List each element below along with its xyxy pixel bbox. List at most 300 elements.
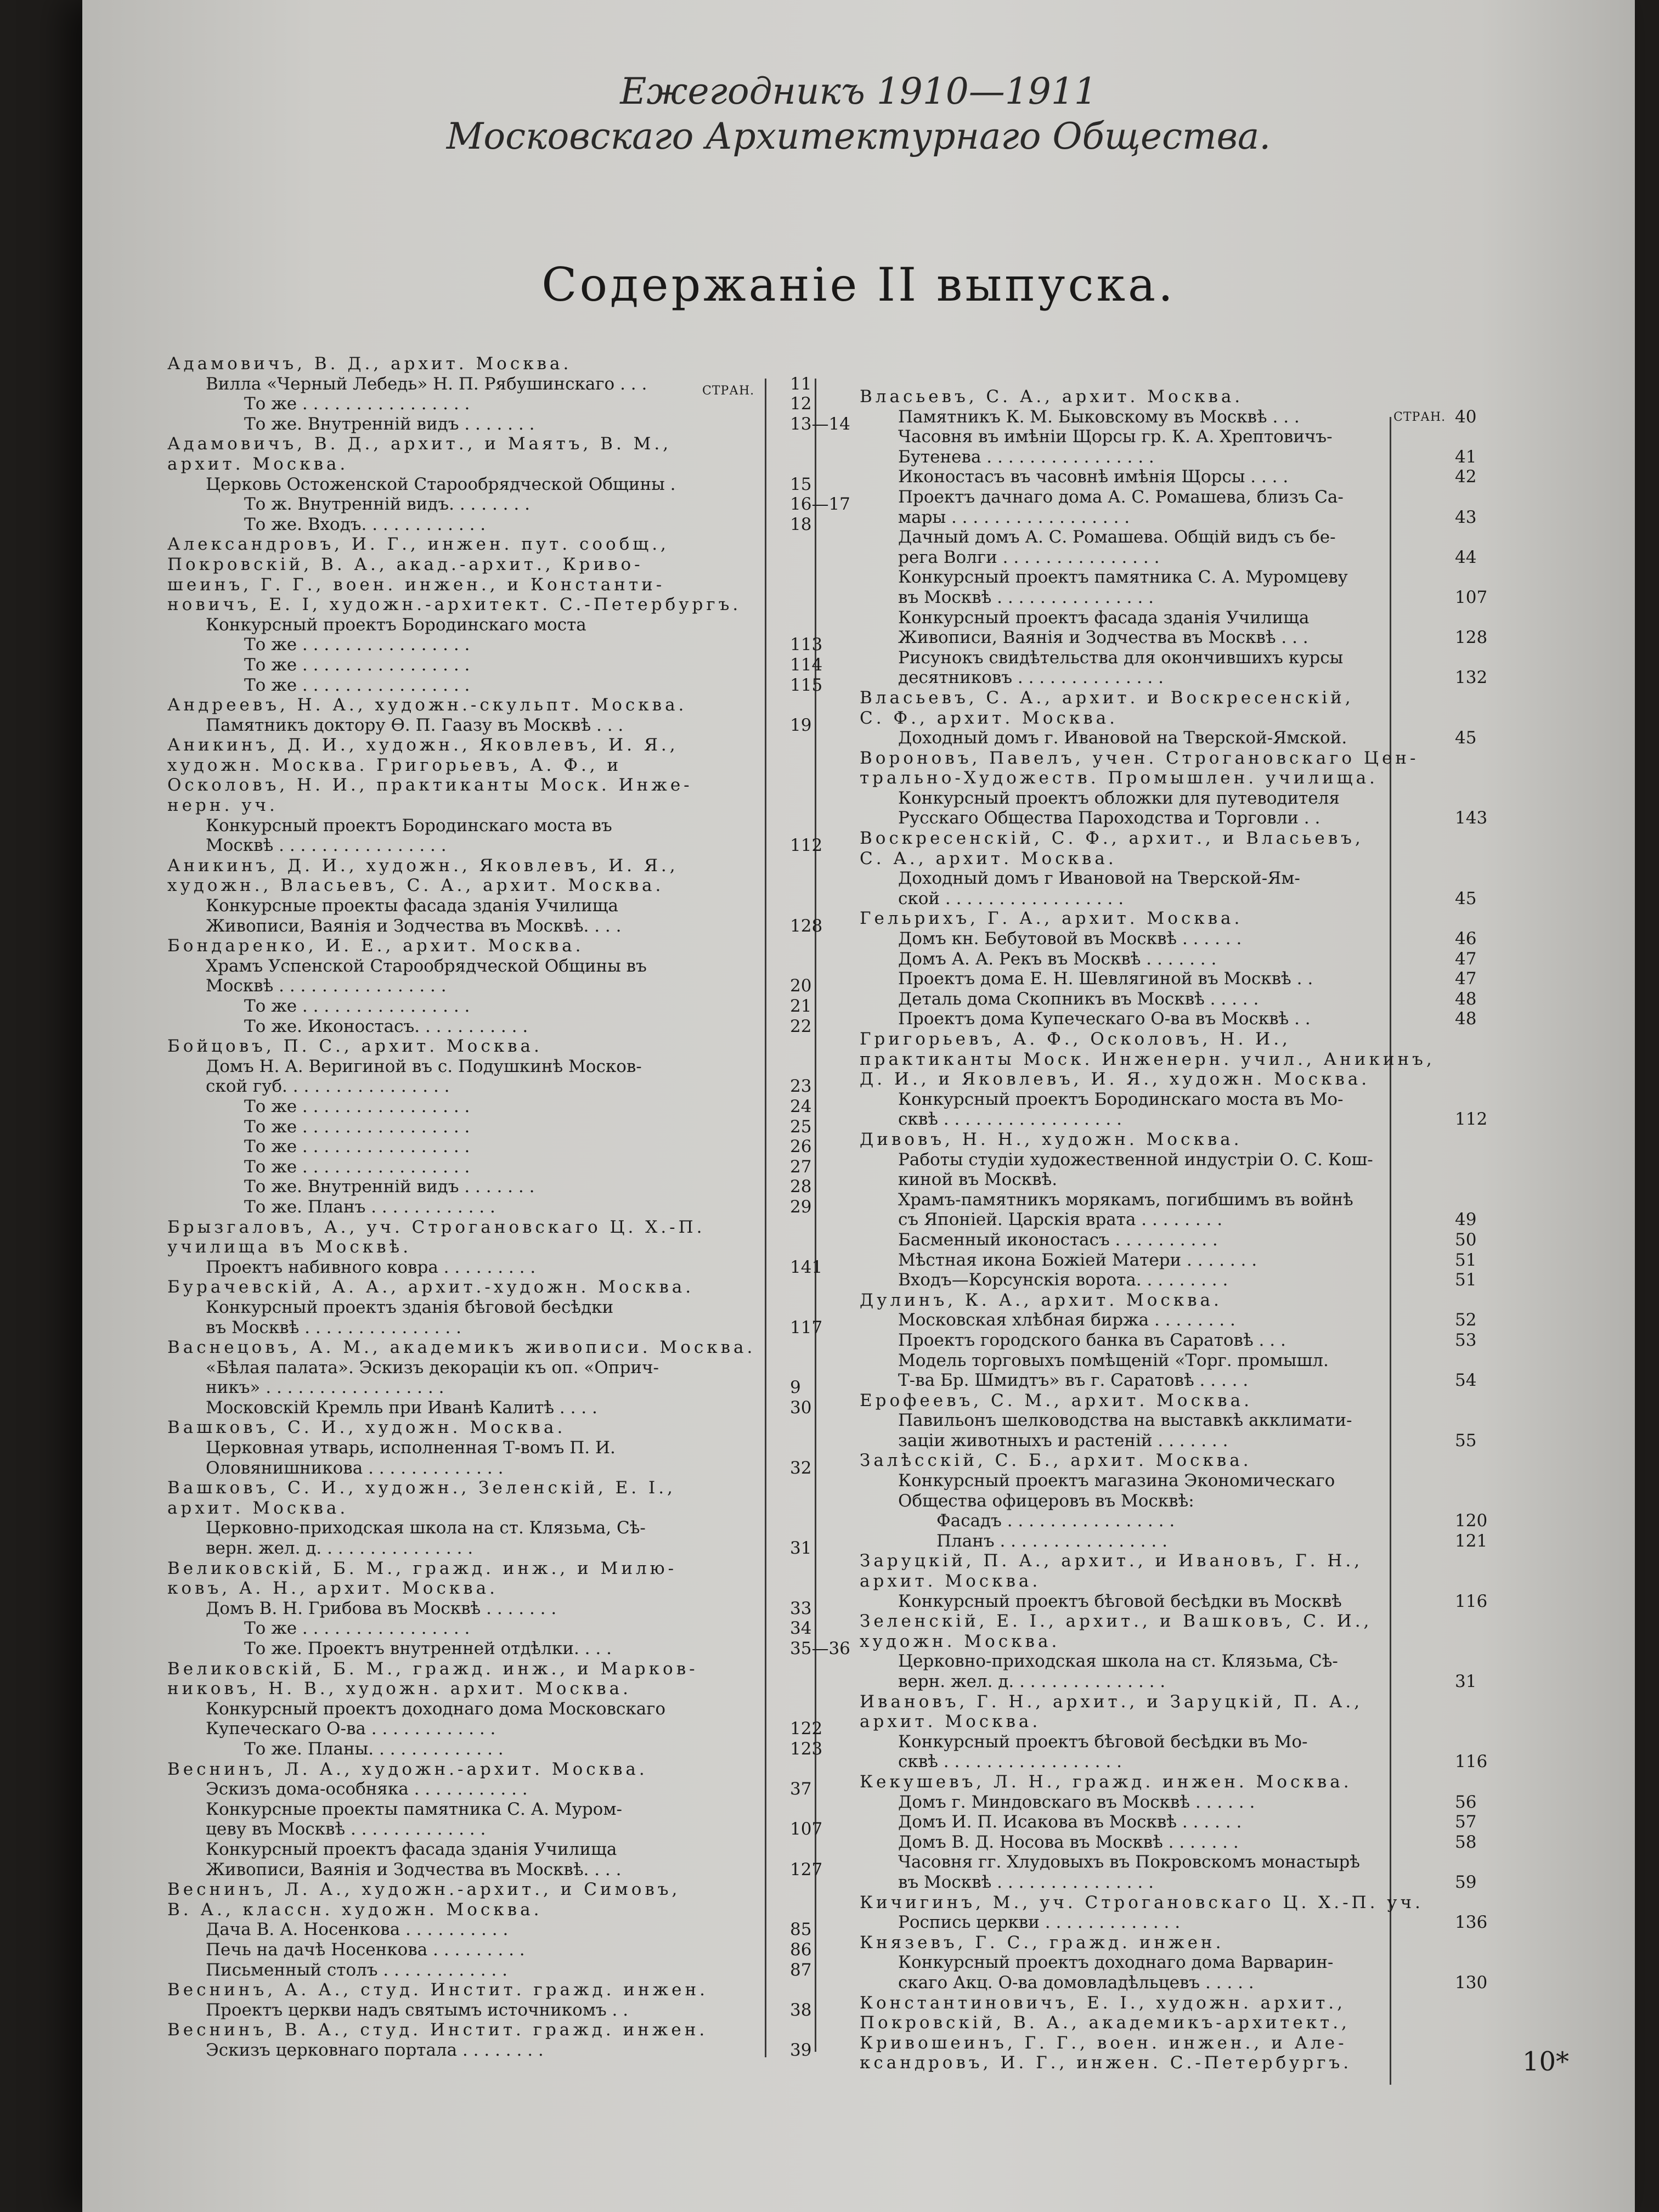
- toc-line: [860, 467, 1540, 487]
- toc-line: [860, 1310, 1540, 1330]
- toc-line: [860, 688, 1540, 708]
- work-title: Общества офицеровъ въ Москвѣ:: [898, 1491, 1194, 1511]
- work-title: Храмъ-памятникъ морякамъ, погибшимъ въ войнѣ: [898, 1189, 1353, 1210]
- page-ref: 115: [790, 675, 823, 695]
- page-ref: 12: [790, 394, 812, 414]
- toc-line: [167, 936, 823, 956]
- toc-line: [860, 1551, 1540, 1571]
- toc-line: [860, 1431, 1540, 1451]
- author-name: Веснинъ, А. А., студ. Инстит. гражд. инжен.: [167, 1980, 708, 2000]
- toc-line: [860, 1852, 1540, 1872]
- work-title: Конкурсный проектъ магазина Экономическаго: [898, 1471, 1335, 1491]
- work-title: Конкурсный проектъ Бородинскаго моста: [206, 614, 586, 635]
- work-title: Домъ Н. А. Веригиной въ с. Подушкинѣ Москов-: [206, 1056, 642, 1076]
- page-ref: 117: [790, 1317, 823, 1338]
- toc-line: [167, 1338, 823, 1358]
- page-ref: 19: [790, 715, 812, 735]
- toc-line: [167, 635, 823, 655]
- work-title: То же . . . . . . . . . . . . . . . .: [244, 1137, 470, 1157]
- author-name: С. А., архит. Москва.: [860, 848, 1117, 868]
- toc-line: [860, 1511, 1540, 1531]
- work-title: То же. Иконостасъ. . . . . . . . . . .: [244, 1016, 528, 1036]
- toc-line: [167, 2000, 823, 2021]
- work-title: Памятникъ К. М. Быковскому въ Москвѣ . . .: [898, 407, 1300, 427]
- work-title: въ Москвѣ . . . . . . . . . . . . . . .: [898, 1872, 1154, 1892]
- toc-line: [167, 1197, 823, 1217]
- toc-line: [860, 1611, 1540, 1632]
- author-name: новичъ, Е. І, художн.-архитект. С.-Петербургъ.: [167, 595, 742, 615]
- toc-line: [167, 655, 823, 675]
- work-title: Печь на дачѣ Носенкова . . . . . . . . .: [206, 1939, 525, 1960]
- page-ref: 51: [1455, 1270, 1477, 1290]
- work-title: То же . . . . . . . . . . . . . . . .: [244, 996, 470, 1016]
- toc-line: [860, 1732, 1540, 1752]
- work-title: Русскаго Общества Пароходства и Торговли . .: [898, 808, 1321, 828]
- work-title: Московскій Кремль при Иванѣ Калитѣ . . . .: [206, 1397, 597, 1418]
- work-title: Конкурсный проектъ памятника С. А. Муромцеву: [898, 567, 1348, 588]
- toc-line: [860, 728, 1540, 748]
- toc-line: [167, 1157, 823, 1177]
- work-title: То же . . . . . . . . . . . . . . . .: [244, 675, 470, 695]
- toc-line: [167, 1980, 823, 2000]
- work-title: Москвѣ . . . . . . . . . . . . . . . .: [206, 836, 447, 856]
- toc-line: [167, 1960, 823, 1980]
- work-title: Церковно-приходская школа на ст. Клязьма, Сѣ-: [206, 1518, 646, 1538]
- work-title: Письменный столъ . . . . . . . . . . . .: [206, 1960, 507, 1980]
- toc-line: [860, 548, 1540, 568]
- page-ref: 16—17: [790, 494, 850, 515]
- author-name: Дулинъ, К. А., архит. Москва.: [860, 1290, 1222, 1310]
- page-ref: 112: [1455, 1109, 1488, 1130]
- author-name: архит. Москва.: [860, 1712, 1041, 1732]
- author-name: Ерофеевъ, С. М., архит. Москва.: [860, 1390, 1252, 1410]
- work-title: Живописи, Ваянія и Зодчества въ Москвѣ . . .: [898, 628, 1308, 648]
- toc-line: [167, 2020, 823, 2040]
- author-name: Покровскій, В. А., акад.-архит., Криво-: [167, 554, 644, 574]
- work-title: Бутенева . . . . . . . . . . . . . . . .: [898, 447, 1154, 467]
- page-ref: 123: [790, 1739, 823, 1759]
- work-title: Часовня въ имѣніи Щорсы гр. К. А. Хрептовичъ-: [898, 427, 1333, 447]
- toc-line: [167, 434, 823, 454]
- work-title: Конкурсный проектъ зданія бѣговой бесѣдки: [206, 1297, 614, 1317]
- page-ref: 112: [790, 836, 823, 856]
- toc-line: [860, 1130, 1540, 1150]
- toc-line: [167, 1398, 823, 1418]
- author-name: Константиновичъ, Е. І., художн. архит.,: [860, 1993, 1346, 2013]
- toc-line: [167, 876, 823, 896]
- page-ref: 57: [1455, 1812, 1477, 1832]
- toc-line: [860, 1250, 1540, 1271]
- toc-line: [167, 775, 823, 795]
- author-name: нерн. уч.: [167, 795, 278, 816]
- work-title: Часовня гг. Хлудовыхъ въ Покровскомъ монастырѣ: [898, 1852, 1360, 1872]
- toc-line: [860, 628, 1540, 648]
- toc-line: [167, 1599, 823, 1619]
- page-ref: 49: [1455, 1210, 1477, 1230]
- work-title: Домъ И. П. Исакова въ Москвѣ . . . . . .: [898, 1812, 1242, 1832]
- work-title: Доходный домъ г. Ивановой на Тверской-Ямской.: [898, 728, 1347, 748]
- work-title: Домъ кн. Бебутовой въ Москвѣ . . . . . .: [898, 929, 1242, 949]
- toc-line: [860, 828, 1540, 849]
- toc-line: [860, 788, 1540, 809]
- page-ref: 87: [790, 1960, 812, 1980]
- work-title: мары . . . . . . . . . . . . . . . . .: [898, 507, 1130, 527]
- page-ref: 56: [1455, 1792, 1477, 1812]
- work-title: Домъ В. Д. Носова въ Москвѣ . . . . . . .: [898, 1832, 1239, 1852]
- author-name: Залѣсскій, С. Б., архит. Москва.: [860, 1451, 1252, 1471]
- work-title: Москвѣ . . . . . . . . . . . . . . . .: [206, 976, 447, 996]
- toc-line: [860, 1090, 1540, 1110]
- author-name: Дивовъ, Н. Н., художн. Москва.: [860, 1129, 1243, 1149]
- work-title: Живописи, Ваянія и Зодчества въ Москвѣ. . . .: [206, 1859, 622, 1880]
- author-name: Вашковъ, С. И., художн., Зеленскій, Е. І.,: [167, 1478, 676, 1498]
- toc-line: [167, 1217, 823, 1238]
- toc-line: [860, 2013, 1540, 2033]
- toc-line: [860, 1491, 1540, 1511]
- page-ref: 136: [1455, 1912, 1488, 1933]
- toc-line: [167, 735, 823, 755]
- toc-line: [167, 354, 823, 374]
- work-title: Эскизъ дома-особняка . . . . . . . . . . .: [206, 1779, 528, 1799]
- toc-left-column: [167, 354, 850, 2060]
- work-title: Конкурсные проекты памятника С. А. Муром-: [206, 1799, 622, 1819]
- page-ref: 39: [790, 2040, 812, 2060]
- page-ref: 130: [1455, 1972, 1488, 1993]
- work-title: Дачный домъ А. С. Ромашева. Общій видъ съ бе-: [898, 527, 1336, 548]
- yearbook-title: Ежегодникъ 1910—1911: [620, 70, 1097, 112]
- page-ref: 51: [1455, 1250, 1477, 1270]
- toc-line: [860, 1290, 1540, 1311]
- page-ref: 116: [1455, 1591, 1488, 1611]
- author-name: Вашковъ, С. И., художн. Москва.: [167, 1418, 566, 1438]
- page-ref: 18: [790, 514, 812, 534]
- toc-line: [167, 1618, 823, 1639]
- toc-line: [167, 916, 823, 936]
- work-title: Проектъ церкви надъ святымъ источникомъ . .: [206, 2000, 629, 2020]
- author-name: никовъ, Н. В., художн. архит. Москва.: [167, 1679, 631, 1699]
- toc-line: [860, 1330, 1540, 1351]
- toc-line: [860, 1772, 1540, 1792]
- author-name: Кривошеинъ, Г. Г., воен. инжен., и Але-: [860, 2033, 1347, 2053]
- work-title: То ж. Внутренній видъ. . . . . . . .: [244, 494, 530, 515]
- author-name: Воскресенскій, С. Ф., архит., и Власьевъ,: [860, 828, 1364, 849]
- toc-line: [860, 949, 1540, 969]
- author-name: Андреевъ, Н. А., художн.-скульпт. Москва.: [167, 695, 687, 715]
- work-title: Иконостасъ въ часовнѣ имѣнія Щорсы . . . .: [898, 467, 1289, 487]
- toc-line: [167, 454, 823, 475]
- page-ref: 53: [1455, 1330, 1477, 1350]
- toc-line: [167, 1257, 823, 1278]
- toc-line: [860, 487, 1540, 507]
- book-page: [82, 0, 1635, 2212]
- work-title: ской . . . . . . . . . . . . . . . . .: [898, 888, 1124, 909]
- author-name: Великовскій, Б. М., гражд. инж., и Милю-: [167, 1558, 678, 1578]
- toc-line: [860, 1471, 1540, 1491]
- toc-line: [860, 1912, 1540, 1933]
- work-title: Деталь дома Скопникъ въ Москвѣ . . . . .: [898, 989, 1259, 1009]
- work-title: Конкурсный проектъ Бородинскаго моста въ: [206, 815, 612, 836]
- page-ref: 42: [1455, 467, 1477, 487]
- toc-line: [860, 648, 1540, 668]
- toc-line: [860, 708, 1540, 729]
- toc-line: [167, 575, 823, 595]
- toc-line: [860, 427, 1540, 447]
- toc-line: [167, 1017, 823, 1037]
- toc-line: [860, 1571, 1540, 1592]
- toc-line: [167, 755, 823, 776]
- toc-line: [860, 387, 1540, 407]
- page-ref: 114: [790, 654, 823, 675]
- toc-line: [167, 976, 823, 996]
- page-ref: 15: [790, 474, 812, 494]
- work-title: Конкурсный проектъ доходнаго дома Варварин-: [898, 1953, 1334, 1973]
- page-ref: 9: [790, 1378, 801, 1398]
- toc-line: [860, 588, 1540, 608]
- work-title: Конкурсный проектъ фасада зданія Училища: [898, 607, 1310, 628]
- toc-line: [860, 1391, 1540, 1411]
- work-title: Конкурсный проектъ фасада зданія Училища: [206, 1839, 617, 1859]
- work-title: Рисунокъ свидѣтельства для окончившихъ курсы: [898, 647, 1344, 668]
- toc-line: [167, 1920, 823, 1940]
- toc-line: [860, 1210, 1540, 1230]
- toc-line: [167, 394, 823, 414]
- toc-line: [167, 695, 823, 715]
- author-name: Бойцовъ, П. С., архит. Москва.: [167, 1036, 543, 1057]
- toc-line: [167, 1297, 823, 1318]
- page-ref: 143: [1455, 808, 1488, 828]
- toc-line: [167, 1378, 823, 1398]
- toc-line: [167, 1518, 823, 1538]
- work-title: никъ» . . . . . . . . . . . . . . . . .: [206, 1378, 444, 1398]
- page-ref: 35—36: [790, 1639, 850, 1658]
- toc-line: [167, 1177, 823, 1197]
- author-name: Александровъ, И. Г., инжен. пут. сообщ.,: [167, 534, 669, 555]
- work-title: Оловянишникова . . . . . . . . . . . . .: [206, 1458, 504, 1478]
- author-name: ковъ, А. Н., архит. Москва.: [167, 1578, 498, 1599]
- toc-line: [860, 768, 1540, 788]
- author-name: шеинъ, Г. Г., воен. инжен., и Константи-: [167, 574, 665, 595]
- work-title: Мѣстная икона Божіей Матери . . . . . . .: [898, 1250, 1257, 1270]
- page-ref: 11: [790, 374, 812, 394]
- page-ref: 120: [1455, 1511, 1488, 1531]
- work-title: То же. Внутренній видъ . . . . . . .: [244, 414, 535, 434]
- toc-right-column: [860, 387, 1540, 2073]
- work-title: То же . . . . . . . . . . . . . . . .: [244, 654, 470, 675]
- work-title: Планъ . . . . . . . . . . . . . . . .: [936, 1531, 1167, 1551]
- page-ref: 30: [790, 1397, 812, 1418]
- author-name: Гельрихъ, Г. А., архит. Москва.: [860, 909, 1243, 929]
- page-ref: 34: [790, 1618, 812, 1639]
- toc-line: [860, 2033, 1540, 2053]
- work-title: десятниковъ . . . . . . . . . . . . . .: [898, 668, 1164, 688]
- author-name: Бурачевскій, А. А., архит.-художн. Москва.: [167, 1277, 695, 1297]
- author-name: Князевъ, Г. С., гражд. инжен.: [860, 1932, 1224, 1953]
- author-name: архит. Москва.: [167, 1498, 349, 1518]
- toc-line: [167, 1137, 823, 1157]
- page-ref: 47: [1455, 949, 1477, 969]
- page-ref: 48: [1455, 989, 1477, 1009]
- toc-line: [860, 929, 1540, 949]
- toc-line: [167, 1779, 823, 1799]
- page-ref: 31: [1455, 1672, 1477, 1691]
- toc-line: [860, 1150, 1540, 1170]
- toc-line: [860, 1632, 1540, 1652]
- work-title: Проектъ набивного ковра . . . . . . . . .: [206, 1257, 536, 1277]
- author-name: Зеленскій, Е. І., архит., и Вашковъ, С. И.,: [860, 1611, 1373, 1632]
- toc-line: [860, 1370, 1540, 1391]
- toc-line: [860, 447, 1540, 467]
- toc-line: [167, 1699, 823, 1719]
- page-ref: 40: [1455, 407, 1477, 427]
- work-title: Церковная утварь, исполненная Т-вомъ П. И.: [206, 1438, 616, 1458]
- work-title: То же . . . . . . . . . . . . . . . .: [244, 1096, 470, 1116]
- page-ref: 128: [790, 916, 823, 936]
- toc-line: [860, 1993, 1540, 2013]
- toc-line: [167, 715, 823, 736]
- work-title: Домъ В. Н. Грибова въ Москвѣ . . . . . . .: [206, 1598, 557, 1618]
- work-title: цеву въ Москвѣ . . . . . . . . . . . . .: [206, 1819, 486, 1839]
- page-ref: 13—14: [790, 414, 850, 434]
- author-name: архит. Москва.: [167, 454, 349, 474]
- page-ref: 48: [1455, 1009, 1477, 1029]
- author-name: Кичигинъ, М., уч. Строгановскаго Ц. Х.-П. уч.: [860, 1892, 1424, 1912]
- toc-line: [860, 1270, 1540, 1290]
- page-ref: 50: [1455, 1229, 1477, 1250]
- toc-line: [167, 1860, 823, 1880]
- page-number: 10*: [1522, 2046, 1569, 2077]
- toc-line: [860, 1190, 1540, 1210]
- toc-line: [860, 1049, 1540, 1070]
- page-ref: 33: [790, 1598, 812, 1618]
- author-name: Власьевъ, С. А., архит. Москва.: [860, 387, 1244, 407]
- page-ref: 25: [790, 1116, 812, 1137]
- work-title: Церковь Остоженской Старообрядческой Общины .: [206, 474, 676, 494]
- toc-line: [860, 1712, 1540, 1732]
- toc-line: [167, 1076, 823, 1097]
- toc-line: [167, 1418, 823, 1438]
- toc-line: [860, 407, 1540, 427]
- toc-line: [167, 1679, 823, 1699]
- work-title: Т-ва Бр. Шмидтъ» въ г. Саратовѣ . . . . .: [898, 1370, 1249, 1391]
- toc-line: [860, 1451, 1540, 1471]
- author-name: Веснинъ, В. А., студ. Инстит. гражд. инжен.: [167, 2020, 708, 2040]
- author-name: художн. Москва. Григорьевъ, А. Ф., и: [167, 755, 622, 775]
- toc-line: [167, 956, 823, 977]
- work-title: То же . . . . . . . . . . . . . . . .: [244, 635, 470, 655]
- toc-line: [860, 1029, 1540, 1049]
- page-ref: 32: [790, 1458, 812, 1478]
- page-ref: 54: [1455, 1370, 1477, 1391]
- toc-line: [860, 1410, 1540, 1431]
- toc-line: [167, 1659, 823, 1679]
- author-name: Осколовъ, Н. И., практиканты Моск. Инже-: [167, 775, 693, 795]
- toc-line: [860, 1872, 1540, 1893]
- toc-line: [860, 1592, 1540, 1612]
- work-title: Работы студіи художественной индустріи О. С. Кош-: [898, 1149, 1373, 1170]
- work-title: То же. Внутренній видъ . . . . . . .: [244, 1177, 535, 1197]
- page-ref: 24: [790, 1096, 812, 1116]
- page-ref: 20: [790, 976, 812, 996]
- toc-line: [860, 1109, 1540, 1130]
- page-ref: 45: [1455, 888, 1477, 909]
- toc-line: [860, 909, 1540, 929]
- work-title: То же. Входъ. . . . . . . . . . . .: [244, 514, 486, 534]
- page-ref: 45: [1455, 728, 1477, 748]
- author-name: Адамовичъ, В. Д., архит., и Маятъ, В. М.,: [167, 434, 672, 454]
- right-page-column-header: СТРАН.: [1393, 410, 1446, 424]
- society-name: Московскаго Архитектурнаго Общества.: [446, 115, 1271, 157]
- author-name: училища въ Москвѣ.: [167, 1237, 412, 1257]
- work-title: съ Японіей. Царскія врата . . . . . . . .: [898, 1210, 1223, 1230]
- toc-line: [167, 1318, 823, 1338]
- toc-line: [860, 1812, 1540, 1832]
- author-name: Григорьевъ, А. Ф., Осколовъ, Н. И.,: [860, 1029, 1291, 1049]
- toc-line: [167, 1739, 823, 1759]
- page-ref: 46: [1455, 929, 1477, 949]
- toc-line: [860, 1672, 1540, 1692]
- toc-line: [860, 608, 1540, 628]
- toc-line: [167, 1900, 823, 1920]
- toc-line: [860, 1893, 1540, 1913]
- page-ref: 26: [790, 1137, 812, 1157]
- toc-line: [860, 849, 1540, 869]
- work-title: Эскизъ церковнаго портала . . . . . . . .: [206, 2040, 544, 2060]
- toc-line: [167, 555, 823, 575]
- toc-line: [167, 475, 823, 495]
- work-title: То же. Планъ . . . . . . . . . . . .: [244, 1197, 495, 1217]
- work-title: То же. Планы. . . . . . . . . . . . .: [244, 1739, 504, 1759]
- toc-line: [860, 1933, 1540, 1953]
- work-title: въ Москвѣ . . . . . . . . . . . . . . .: [206, 1317, 461, 1338]
- page-ref: 43: [1455, 507, 1477, 527]
- toc-line: [860, 1170, 1540, 1190]
- page-ref: 41: [1455, 447, 1477, 467]
- toc-line: [860, 889, 1540, 909]
- work-title: Московская хлѣбная биржа . . . . . . . .: [898, 1310, 1235, 1330]
- toc-line: [860, 748, 1540, 769]
- toc-line: [860, 1651, 1540, 1672]
- toc-line: [167, 1639, 850, 1659]
- left-page-column-header: СТРАН.: [702, 384, 755, 398]
- page-title: Содержаніе II выпуска.: [541, 258, 1176, 312]
- page-ref: 22: [790, 1016, 812, 1036]
- toc-line: [167, 1057, 823, 1077]
- author-name: Аникинъ, Д. И., художн., Яковлевъ, И. Я.,: [167, 735, 679, 755]
- author-name: художн., Власьевъ, С. А., архит. Москва.: [167, 876, 664, 896]
- page-ref: 31: [790, 1538, 812, 1559]
- page-ref: 127: [790, 1859, 823, 1880]
- toc-line: [860, 969, 1540, 989]
- author-name: художн. Москва.: [860, 1631, 1060, 1651]
- toc-line: [860, 1692, 1540, 1712]
- work-title: Памятникъ доктору Ѳ. П. Гаазу въ Москвѣ . . .: [206, 715, 624, 735]
- toc-line: [860, 567, 1540, 588]
- toc-line: [167, 515, 823, 535]
- page-ref: 55: [1455, 1430, 1477, 1451]
- toc-line: [167, 856, 823, 876]
- toc-line: [167, 675, 823, 696]
- toc-line: [167, 1880, 823, 1900]
- toc-line: [167, 896, 823, 916]
- toc-line: [860, 989, 1540, 1009]
- page-ref: 37: [790, 1779, 812, 1799]
- toc-line: [860, 2053, 1540, 2073]
- toc-line: [167, 1478, 823, 1498]
- work-title: Вилла «Черный Лебедь» Н. П. Рябушинскаго . . .: [206, 374, 647, 394]
- work-title: То же. Проектъ внутренней отдѣлки. . . .: [244, 1639, 612, 1658]
- toc-line: [167, 1799, 823, 1820]
- page-ref: 27: [790, 1156, 812, 1177]
